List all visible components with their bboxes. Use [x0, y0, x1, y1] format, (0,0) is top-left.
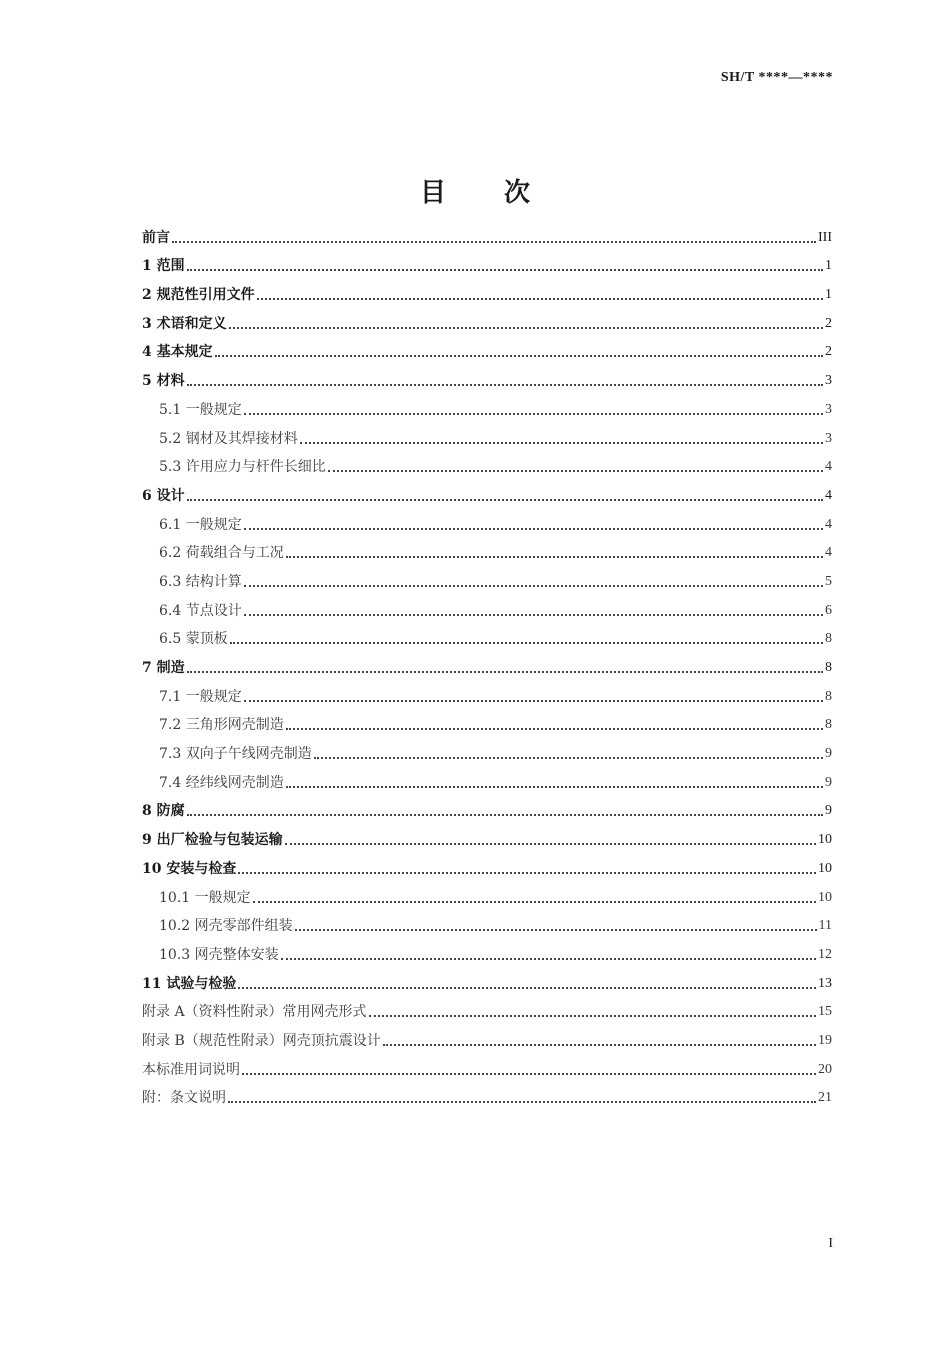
- toc-entry-page: 10: [818, 889, 832, 905]
- toc-entry-page: 13: [818, 975, 832, 991]
- toc-entry-label: 5.2 钢材及其焊接材料: [159, 430, 298, 447]
- toc-entry-page: 4: [825, 487, 832, 503]
- toc-entry-page: 15: [818, 1004, 832, 1020]
- page-number: I: [828, 1236, 833, 1251]
- toc-subentry[interactable]: [142, 935, 832, 964]
- toc-entry-label: 11 试验与检验: [142, 975, 237, 992]
- toc-entry-label: 6.5 蒙顶板: [159, 631, 228, 648]
- toc-entry-label: 10.1 一般规定: [159, 889, 251, 906]
- toc-subentry[interactable]: [142, 907, 832, 936]
- toc-entry-label: 10 安装与检查: [142, 860, 237, 877]
- toc-entry-label: 7.3 双向子午线网壳制造: [159, 746, 312, 763]
- toc-entry-page: III: [818, 229, 832, 245]
- toc-entry-page: 1: [825, 258, 832, 274]
- toc-entry-label: 3 术语和定义: [142, 315, 227, 332]
- toc-subentry[interactable]: [142, 591, 832, 620]
- toc-entry-page: 4: [825, 545, 832, 561]
- toc-subentry[interactable]: [142, 620, 832, 649]
- toc-entry-label: 本标准用词说明: [142, 1061, 240, 1078]
- dot-leader: [257, 298, 823, 300]
- page-title: 目次: [419, 178, 588, 208]
- toc-entry-page: 8: [825, 631, 832, 647]
- toc-entry-label: 5.3 许用应力与杆件长细比: [159, 459, 326, 476]
- table-of-contents: [142, 218, 832, 1107]
- dot-leader: [286, 786, 823, 788]
- dot-leader: [242, 1073, 816, 1075]
- toc-entry-label: 6.1 一般规定: [159, 516, 242, 533]
- dot-leader: [228, 1101, 816, 1103]
- toc-entry-label: 8 防腐: [142, 803, 185, 820]
- toc-subentry[interactable]: [142, 419, 832, 448]
- toc-entry-label: 附录 A（资料性附录）常用网壳形式: [142, 1004, 367, 1021]
- dot-leader: [230, 642, 823, 644]
- dot-leader: [286, 728, 823, 730]
- toc-entry-page: 9: [825, 746, 832, 762]
- dot-leader: [328, 470, 823, 472]
- toc-entry-label: 4 基本规定: [142, 344, 213, 361]
- toc-subentry[interactable]: [142, 505, 832, 534]
- dot-leader: [244, 585, 823, 587]
- toc-entry-page: 4: [825, 459, 832, 475]
- toc-entry[interactable]: [142, 964, 832, 993]
- toc-entry-page: 8: [825, 688, 832, 704]
- toc-entry[interactable]: [142, 333, 832, 362]
- toc-entry-label: 1 范围: [142, 258, 185, 275]
- toc-entry-page: 6: [825, 602, 832, 618]
- toc-entry-page: 2: [825, 344, 832, 360]
- dot-leader: [383, 1044, 816, 1046]
- toc-entry-label: 5.1 一般规定: [159, 401, 242, 418]
- toc-entry-page: 3: [825, 401, 832, 417]
- toc-entry-page: 9: [825, 774, 832, 790]
- toc-entry-label: 10.2 网壳零部件组装: [159, 918, 293, 935]
- toc-entry-page: 20: [818, 1061, 832, 1077]
- toc-subentry[interactable]: [142, 390, 832, 419]
- dot-leader: [215, 355, 823, 357]
- toc-entry-label: 7 制造: [142, 660, 185, 676]
- dot-leader: [187, 671, 823, 673]
- toc-subentry[interactable]: [142, 448, 832, 477]
- dot-leader: [172, 241, 816, 243]
- toc-entry-page: 3: [825, 373, 832, 389]
- toc-entry-page: 19: [818, 1032, 832, 1048]
- toc-entry-label: 6.3 结构计算: [159, 573, 242, 590]
- toc-subentry[interactable]: [142, 562, 832, 591]
- toc-entry-page: 5: [825, 573, 832, 589]
- toc-entry-label: 附录 B（规范性附录）网壳顶抗震设计: [142, 1032, 381, 1049]
- dot-leader: [244, 413, 823, 415]
- toc-entry-page: 10: [818, 860, 832, 876]
- toc-entry[interactable]: [142, 361, 832, 390]
- dot-leader: [300, 442, 823, 444]
- toc-entry[interactable]: [142, 849, 832, 878]
- dot-leader: [286, 556, 823, 558]
- toc-entry[interactable]: [142, 247, 832, 276]
- toc-entry[interactable]: [142, 820, 832, 849]
- toc-entry-label: 附：条文说明: [142, 1090, 226, 1107]
- toc-entry-label: 6.4 节点设计: [159, 602, 242, 619]
- dot-leader: [244, 614, 823, 616]
- toc-entry-label: 6 设计: [142, 487, 185, 504]
- toc-entry-page: 4: [825, 516, 832, 532]
- toc-entry-page: 8: [825, 717, 832, 733]
- toc-entry-page: 2: [825, 315, 832, 331]
- dot-leader: [238, 987, 816, 989]
- dot-leader: [314, 757, 823, 759]
- toc-entry-label: 5 材料: [142, 373, 185, 390]
- toc-entry-page: 8: [825, 660, 832, 675]
- toc-entry-label: 10.3 网壳整体安装: [159, 946, 279, 963]
- toc-entry[interactable]: [142, 218, 832, 247]
- dot-leader: [281, 958, 816, 960]
- toc-entry-page: 3: [825, 430, 832, 446]
- toc-entry[interactable]: [142, 275, 832, 304]
- toc-entry[interactable]: [142, 1021, 832, 1050]
- toc-entry[interactable]: [142, 993, 832, 1022]
- dot-leader: [244, 700, 823, 702]
- dot-leader: [187, 269, 823, 271]
- toc-entry-label: 6.2 荷载组合与工况: [159, 545, 284, 562]
- toc-subentry[interactable]: [142, 734, 832, 763]
- dot-leader: [253, 901, 816, 903]
- toc-entry-page: 9: [825, 803, 832, 819]
- toc-subentry[interactable]: [142, 677, 832, 706]
- toc-entry[interactable]: [142, 304, 832, 333]
- toc-entry-label: 7.2 三角形网壳制造: [159, 717, 284, 734]
- toc-subentry[interactable]: [142, 878, 832, 907]
- toc-entry-label: 前言: [142, 229, 170, 246]
- toc-entry-page: 11: [818, 918, 832, 934]
- toc-entry[interactable]: [142, 792, 832, 821]
- dot-leader: [187, 814, 823, 816]
- toc-entry-label: 2 规范性引用文件: [142, 287, 255, 304]
- dot-leader: [238, 872, 816, 874]
- toc-entry[interactable]: [142, 1079, 832, 1108]
- toc-entry[interactable]: [142, 1050, 832, 1079]
- dot-leader: [187, 384, 823, 386]
- toc-entry-page: 12: [818, 946, 832, 962]
- toc-entry-label: 7.1 一般规定: [159, 688, 242, 705]
- dot-leader: [244, 528, 823, 530]
- dot-leader: [285, 843, 816, 845]
- dot-leader: [369, 1015, 816, 1017]
- toc-subentry[interactable]: [142, 534, 832, 563]
- standard-code: SH/T ****—****: [720, 70, 833, 85]
- toc-entry[interactable]: [142, 648, 832, 677]
- dot-leader: [229, 327, 823, 329]
- toc-entry-label: 9 出厂检验与包装运输: [142, 832, 283, 849]
- toc-subentry[interactable]: [142, 763, 832, 792]
- toc-entry-page: 1: [825, 287, 832, 303]
- toc-entry[interactable]: [142, 476, 832, 505]
- dot-leader: [295, 929, 817, 931]
- toc-entry-page: 21: [818, 1090, 832, 1106]
- toc-subentry[interactable]: [142, 706, 832, 735]
- toc-entry-label: 7.4 经纬线网壳制造: [159, 774, 284, 791]
- toc-entry-page: 10: [818, 832, 832, 848]
- dot-leader: [187, 499, 823, 501]
